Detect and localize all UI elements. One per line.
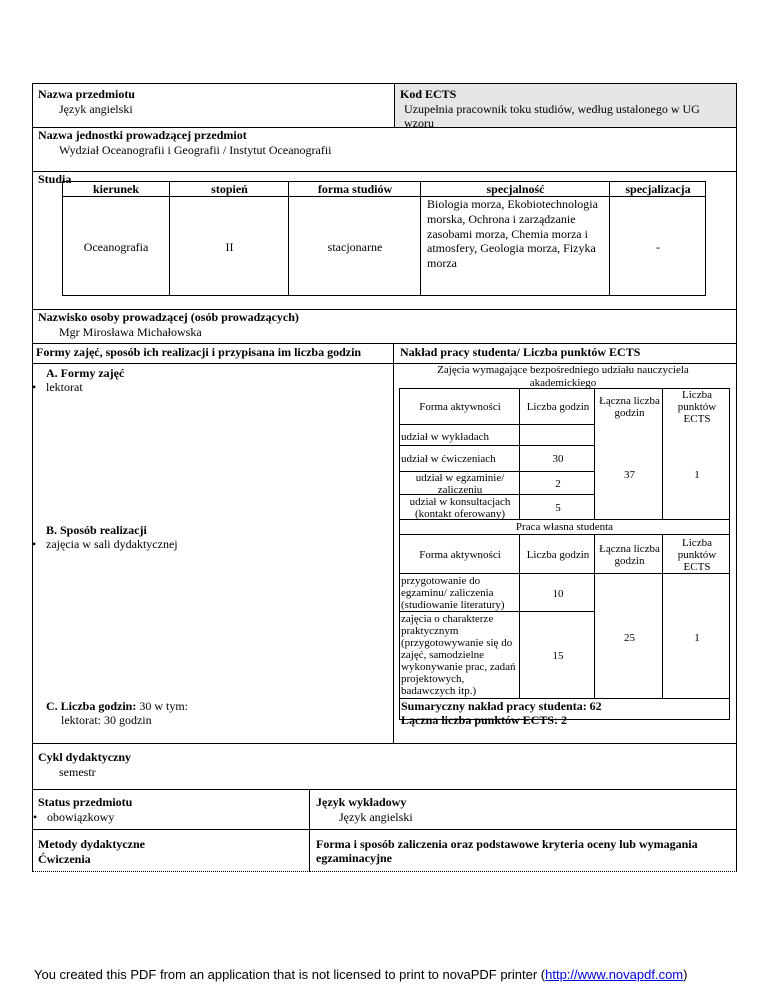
- direct-title: Zajęcia wymagające bezpośredniego udziału nauczyciela akademickiego: [437, 364, 689, 389]
- own-col-total: Łączna liczba godzin: [599, 542, 660, 567]
- teacher-label: Nazwisko osoby prowadzącej (osób prowadzących): [38, 310, 299, 324]
- studies-value-kierunek: Oceanografia: [83, 240, 149, 254]
- language-value: Język angielski: [339, 810, 413, 824]
- methods-cell: [32, 830, 310, 872]
- direct-row-activity: udział w konsultacjach (kontakt oferowany): [409, 496, 511, 520]
- unit-value: Wydział Oceanografii i Geografii / Instytut Oceanografii: [59, 143, 332, 157]
- studies-value-forma: stacjonarne: [327, 240, 383, 254]
- forms-a-label: A. Formy zajęć: [46, 366, 125, 380]
- direct-row-activity: udział w ćwiczeniach: [401, 453, 496, 465]
- footer-link[interactable]: http://www.novapdf.com: [545, 967, 684, 982]
- teacher-value: Mgr Mirosława Michałowska: [59, 325, 202, 339]
- cycle-cell: [32, 744, 737, 790]
- direct-row-activity: udział w wykładach: [401, 431, 489, 443]
- status-value: • obowiązkowy: [33, 810, 309, 825]
- unit-cell: [32, 128, 737, 172]
- summary-hours: Sumaryczny nakład pracy studenta: 62: [401, 699, 602, 713]
- direct-ects: 1: [694, 469, 700, 481]
- studies-col-divider: [289, 181, 421, 296]
- direct-total: 37: [624, 469, 635, 481]
- footer-end: ): [683, 967, 688, 982]
- subject-name-value: Język angielski: [59, 102, 133, 116]
- summary-ects: Łączna liczba punktów ECTS: 2: [401, 713, 568, 727]
- studies-value-specjalizacja: -: [656, 240, 660, 254]
- direct-col-activity: Forma aktywności: [419, 401, 501, 413]
- forms-c-rest: 30 w tym:: [139, 699, 189, 713]
- own-total: 25: [624, 632, 635, 644]
- studies-header-kierunek: kierunek: [92, 182, 139, 196]
- own-col-activity: Forma aktywności: [419, 548, 501, 561]
- own-title: Praca własna studenta: [515, 521, 614, 533]
- studies-label: Studia: [38, 172, 72, 186]
- forms-header: Formy zajęć, sposób ich realizacji i przypisana im liczba godzin: [36, 345, 362, 359]
- studies-value-stopien: II: [225, 240, 234, 254]
- subject-name-label: Nazwa przedmiotu: [38, 87, 135, 101]
- studies-header-stopien: stopień: [211, 182, 248, 196]
- direct-row-hours: 30: [552, 453, 564, 465]
- forms-b-label: B. Sposób realizacji: [46, 523, 147, 537]
- studies-col-divider: [62, 181, 170, 296]
- studies-header-forma: forma studiów: [317, 182, 393, 196]
- direct-col-hours: Liczba godzin: [526, 401, 590, 413]
- own-col-hours: Liczba godzin: [526, 548, 590, 561]
- footer-text: You created this PDF from an application that is not licensed to print to novaPDF printer (: [34, 967, 546, 982]
- direct-row-activity: udział w egzaminie/ zaliczeniu: [415, 472, 505, 496]
- own-ects: 1: [694, 632, 700, 644]
- assessment-label-text: Forma i sposób zaliczenia oraz podstawowe kryteria oceny lub wymagania egzaminacyjne: [316, 837, 698, 865]
- direct-col-ects: Liczba punktów ECTS: [677, 389, 717, 425]
- studies-value-specjalnosc: Biologia morza, Ekobiotechnologia morska, Ochrona i zarządzanie zasobami morza, Chemia morza i atmosfery, Geologia morza, Fizyka morza: [427, 197, 598, 271]
- status-label: Status przedmiotu: [38, 795, 133, 809]
- language-label: Język wykładowy: [316, 795, 407, 809]
- workload-header: Nakład pracy studenta/ Liczba punktów ECTS: [400, 345, 641, 359]
- own-row-hours: 15: [552, 650, 564, 662]
- direct-row-hours: 2: [555, 478, 561, 490]
- cycle-label: Cykl dydaktyczny: [38, 750, 132, 764]
- ects-code-cell: [394, 83, 737, 128]
- forms-c-label: C. Liczba godzin:: [46, 699, 137, 713]
- cycle-value: semestr: [59, 765, 96, 779]
- status-cell: [32, 790, 310, 830]
- subject-name-cell: [32, 83, 395, 128]
- methods-label: Metody dydaktyczne: [38, 837, 145, 851]
- forms-b-item: • zajęcia w sali dydaktycznej: [32, 537, 178, 552]
- teacher-cell: [32, 310, 737, 344]
- forms-c-line: [46, 699, 188, 714]
- ects-code-value: Uzupełnia pracownik toku studiów, według ustalonego w UG wzoru: [404, 102, 700, 130]
- direct-col-total: Łączna liczba godzin: [599, 395, 660, 419]
- ects-code-label: Kod ECTS: [400, 87, 457, 101]
- forms-c-detail: lektorat: 30 godzin: [61, 713, 152, 727]
- license-footer: [34, 967, 687, 982]
- forms-a-item: • lektorat: [32, 380, 83, 395]
- studies-header-specjalnosc: specjalność: [486, 182, 545, 196]
- unit-label: Nazwa jednostki prowadzącej przedmiot: [38, 128, 247, 142]
- own-row-activity: zajęcia o charakterze praktycznym (przygotowywanie się do zajęć, samodzielne wykonywanie prac, zadań projektowych, badawczych itp.): [401, 613, 516, 697]
- studies-col-divider: [170, 181, 289, 296]
- own-row-activity: przygotowanie do egzaminu/ zaliczenia (studiowanie literatury): [401, 575, 505, 611]
- assessment-label: [316, 837, 728, 865]
- own-row-hours: 10: [552, 588, 564, 600]
- studies-header-specjalizacja: specjalizacja: [625, 182, 691, 196]
- own-col-ects: Liczba punktów ECTS: [677, 536, 717, 573]
- assessment-cell: [310, 830, 737, 872]
- direct-row-hours: 5: [555, 502, 561, 514]
- methods-value: Ćwiczenia: [38, 852, 91, 866]
- language-cell: [310, 790, 737, 830]
